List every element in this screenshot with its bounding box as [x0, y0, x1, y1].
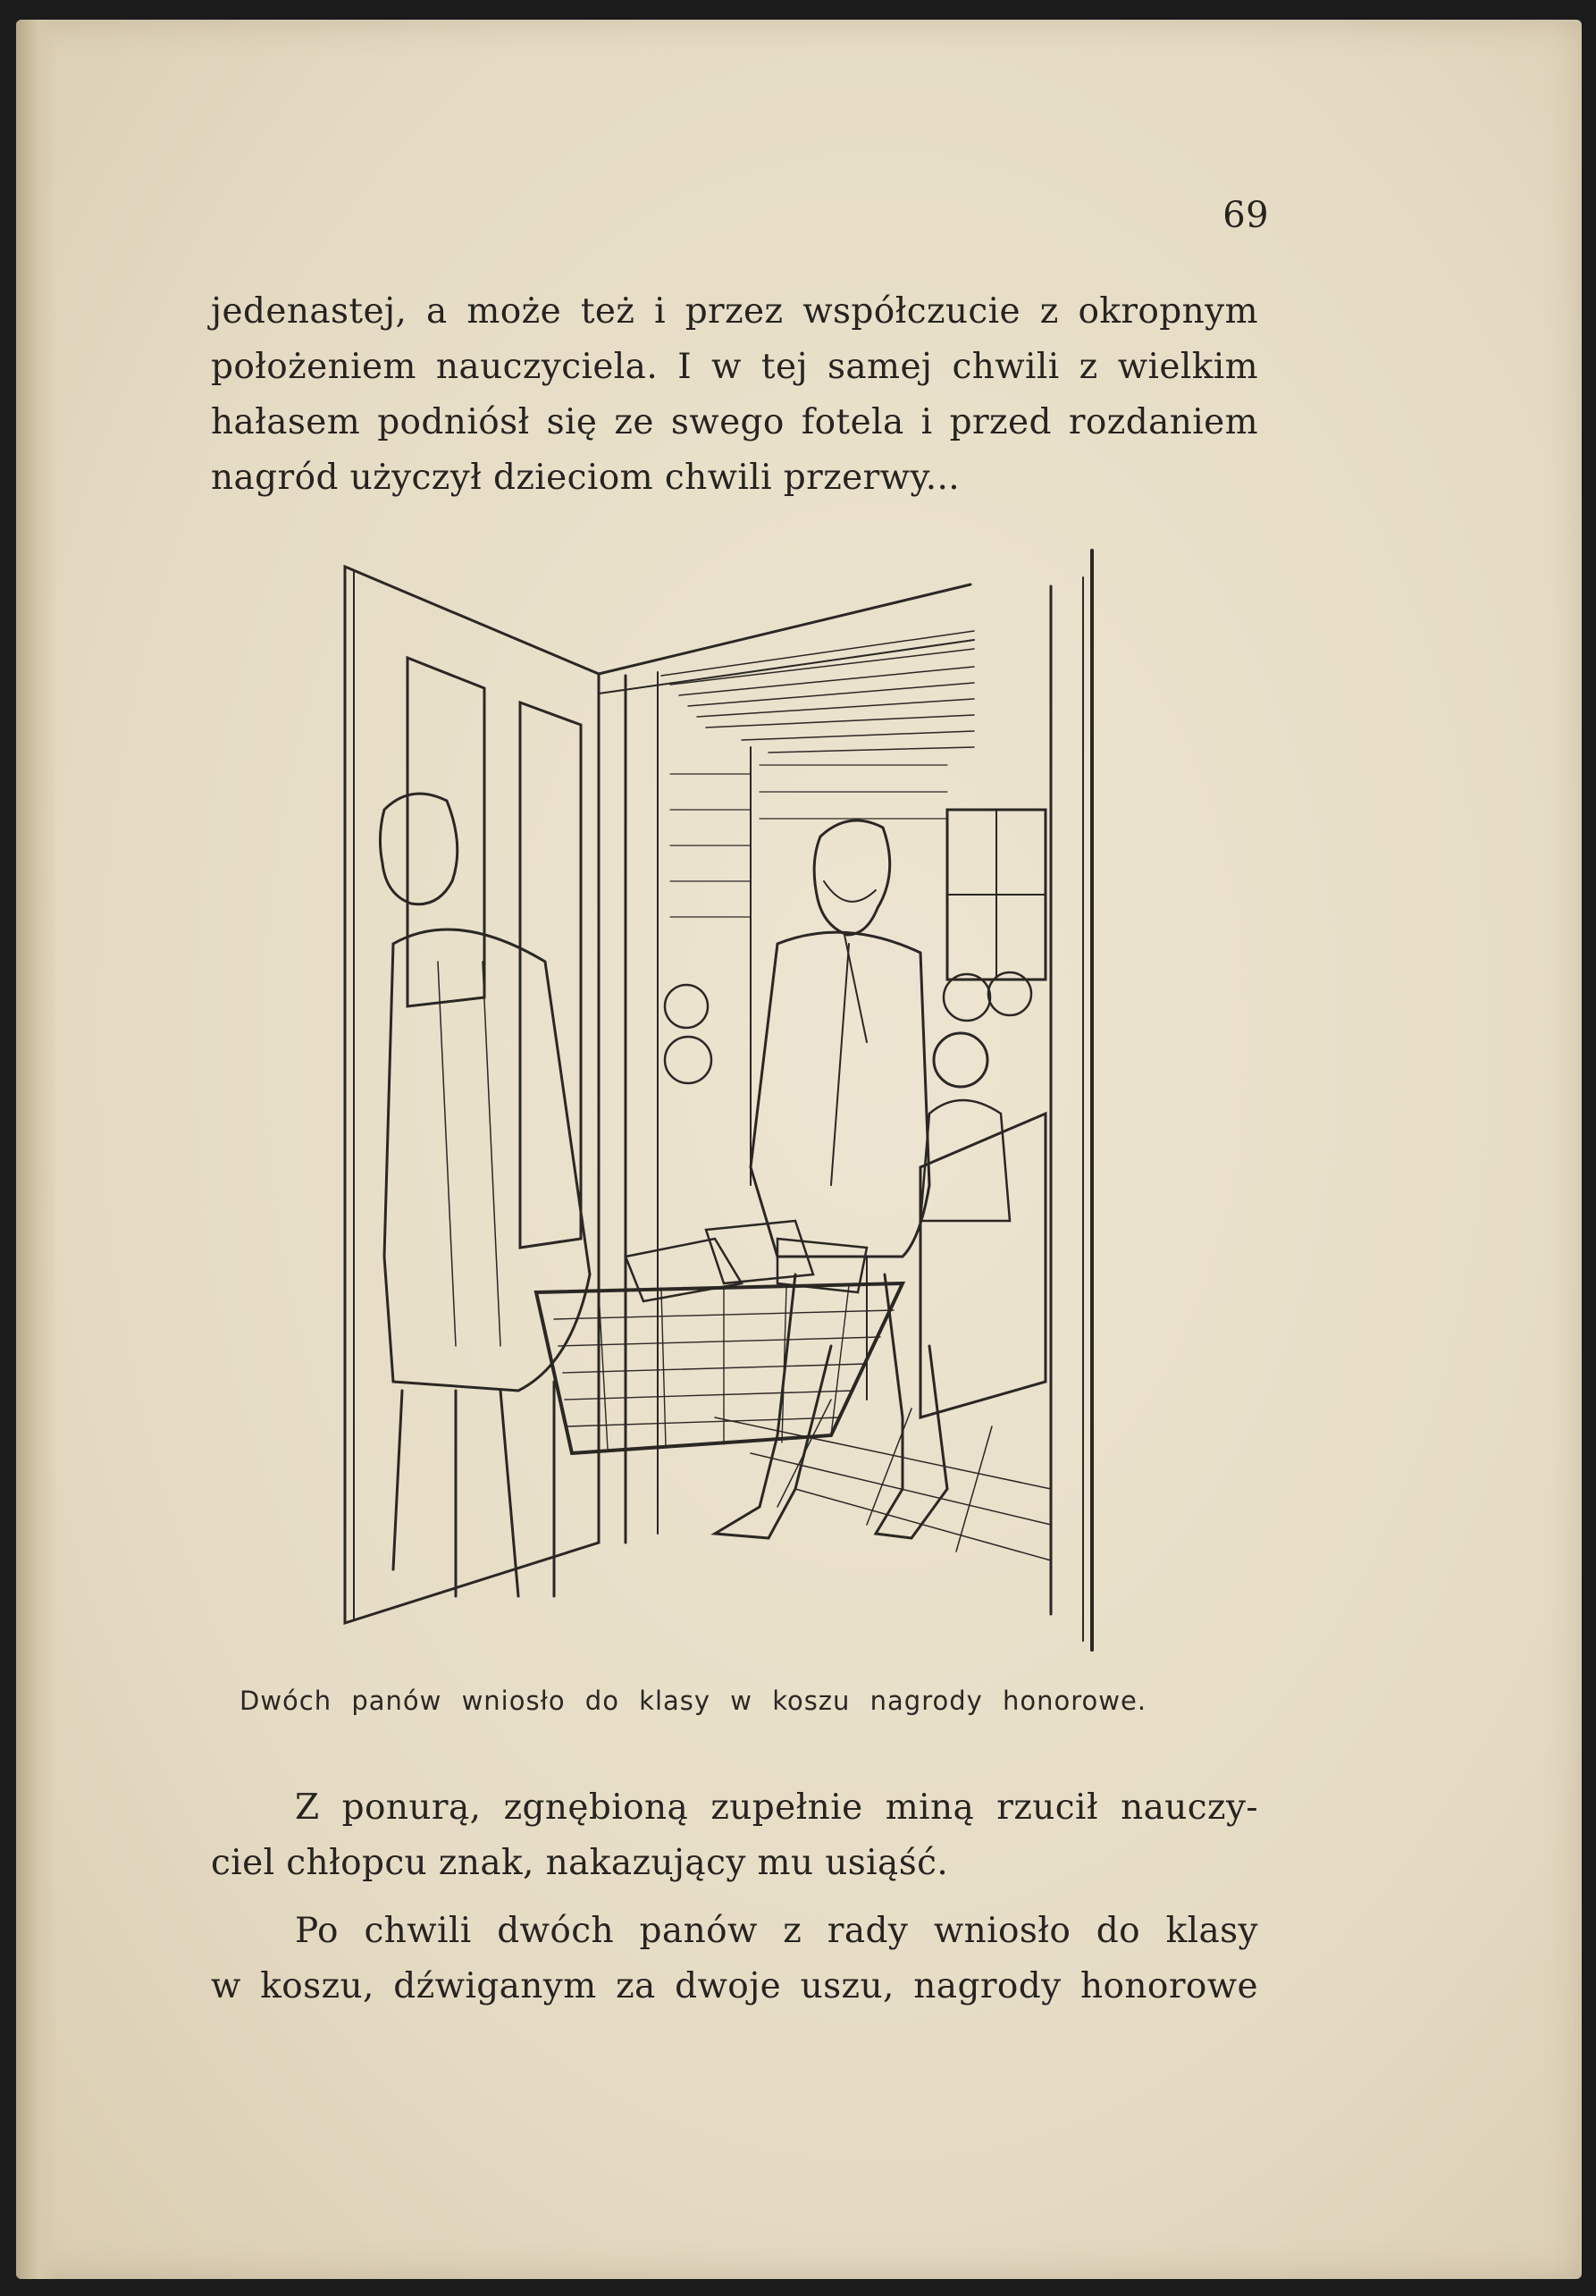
paragraph-3-line-1: Po chwili dwóch panów z rady wniosło do klasy [295, 1911, 1258, 1951]
paragraph-2 [211, 1780, 1258, 1891]
paragraph-1-line-4: nagród użyczył dzieciom chwili przerwy... [211, 458, 961, 498]
paragraph-1-line-3: hałasem podniósł się ze swego fotela i przed rozdaniem [211, 402, 1258, 442]
paragraph-2-line-2: ciel chłopcu znak, nakazujący mu usiąść. [211, 1843, 949, 1883]
paragraph-2-line-1: Z ponurą, zgnębioną zupełnie miną rzucił nauczy- [295, 1787, 1258, 1828]
paragraph-3 [211, 1904, 1258, 2014]
paragraph-1 [211, 284, 1258, 506]
paragraph-1-line-1: jedenastej, a może też i przez współczucie z okropnym [211, 291, 1258, 332]
page-number: 69 [1222, 195, 1269, 236]
illustration-caption: Dwóch panów wniosło do klasy w koszu nagrody honorowe. [239, 1686, 1147, 1716]
paragraph-1-line-2: położeniem nauczyciela. I w tej samej chwili z wielkim [211, 347, 1258, 387]
classroom-illustration [331, 542, 1117, 1668]
page-spine-shadow [16, 20, 57, 2279]
paragraph-3-line-2: w koszu, dźwiganym za dwoje uszu, nagrody honorowe [211, 1966, 1258, 2006]
